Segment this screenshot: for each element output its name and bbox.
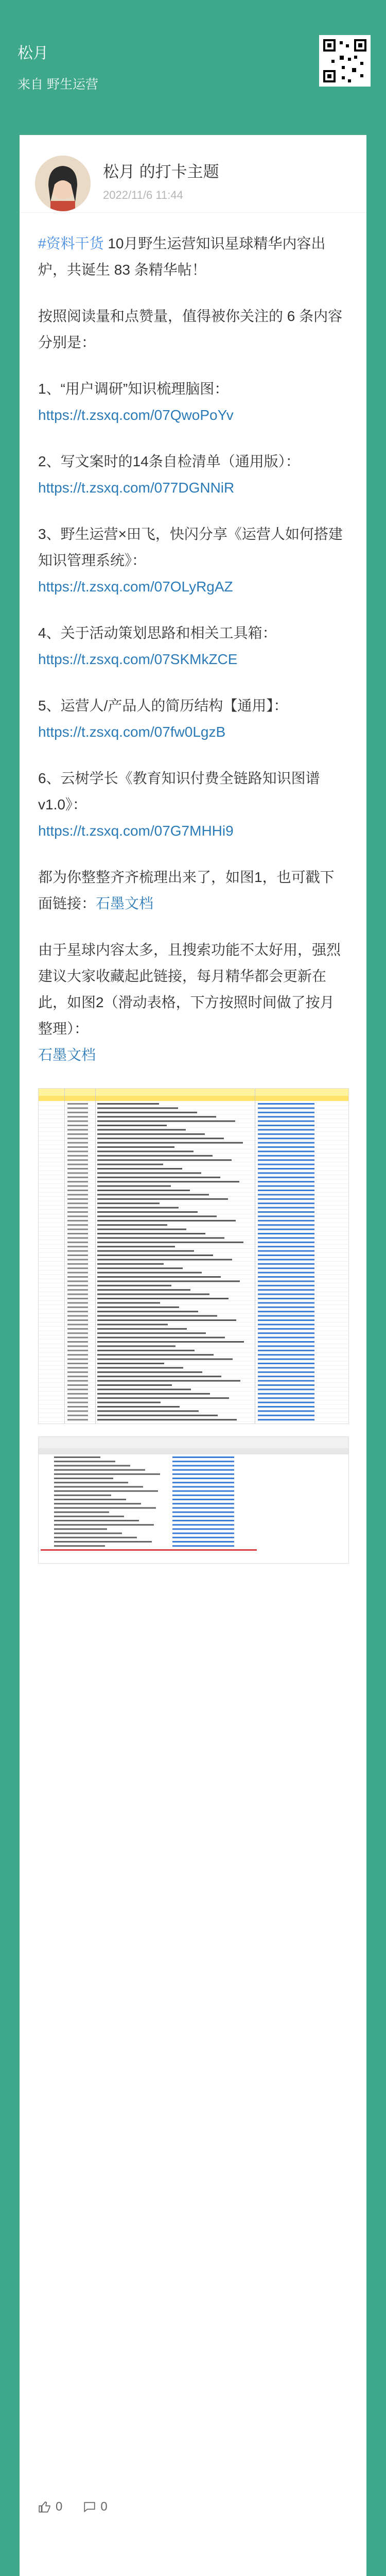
list-item [38,521,348,600]
list-item [38,692,348,745]
item-text: 6、云树学长《教育知识付费全链路知识图谱v1.0》： [38,770,320,812]
comment-button[interactable] [83,2500,107,2514]
intro-paragraph [38,230,348,283]
item-link[interactable]: https://t.zsxq.com/07QwoPoYv [38,407,234,423]
thumb-up-icon [38,2500,51,2514]
summary-paragraph: 都为你整整齐齐梳理出来了，如图1，也可戳下面链接：石墨文档 [38,869,335,911]
list-item [38,765,348,844]
item-link[interactable]: https://t.zsxq.com/07fw0LgzB [38,724,226,740]
attached-image-sheet[interactable] [38,1436,349,1564]
hashtag-link[interactable]: #资料干货 [38,235,104,251]
post-header [20,135,366,213]
lead-paragraph: 按照阅读量和点赞量，值得被你关注的 6 条内容分别是： [38,308,343,350]
item-text: 2、写文案时的14条自检清单（通用版）： [38,453,300,469]
item-text: 3、野生运营×田飞，快闪分享《运营人如何搭建知识管理系统》： [38,526,343,568]
item-link[interactable]: https://t.zsxq.com/07SKMkZCE [38,651,238,667]
qr-code-icon[interactable] [319,35,371,87]
like-count: 0 [56,2500,63,2514]
item-text: 5、运营人/产品人的简历结构【通用】： [38,698,288,714]
author-name: 松月 [17,45,48,62]
post-card [20,135,366,2576]
post-title: 松月 的打卡主题 [103,163,219,181]
avatar[interactable] [35,156,91,211]
item-link[interactable]: https://t.zsxq.com/077DGNNiR [38,480,235,496]
list-item [38,376,348,428]
post-date: 2022/11/6 11:44 [103,189,183,201]
list-item [38,448,348,501]
intro-text: 10月野生运营知识星球精华内容出炉，共诞生 83 条精华帖！ [38,235,326,278]
page-header [0,0,386,109]
note-link[interactable]: 石墨文档 [38,1047,96,1063]
post-content [20,213,366,1564]
note-paragraph: 由于星球内容太多，且搜索功能不太好用，强烈建议大家收藏起此链接，每月精华都会更新在此，如图2（滑动表格，下方按照时间做了按月整理）： 石墨文档 [38,942,341,1063]
comment-count: 0 [100,2500,108,2514]
like-button[interactable] [38,2500,62,2514]
attached-image-table[interactable] [38,1088,349,1424]
item-link[interactable]: https://t.zsxq.com/07G7MHHi9 [38,823,234,839]
summary-link[interactable]: 石墨文档 [96,895,154,911]
post-actions [38,2500,108,2514]
item-text: 1、“用户调研”知识梳理脑图： [38,381,229,397]
list-item [38,620,348,672]
item-link[interactable]: https://t.zsxq.com/07OLyRgAZ [38,579,233,595]
item-text: 4、关于活动策划思路和相关工具箱： [38,625,277,641]
comment-icon [83,2500,96,2514]
source-line: 来自 野生运营 [17,77,98,92]
